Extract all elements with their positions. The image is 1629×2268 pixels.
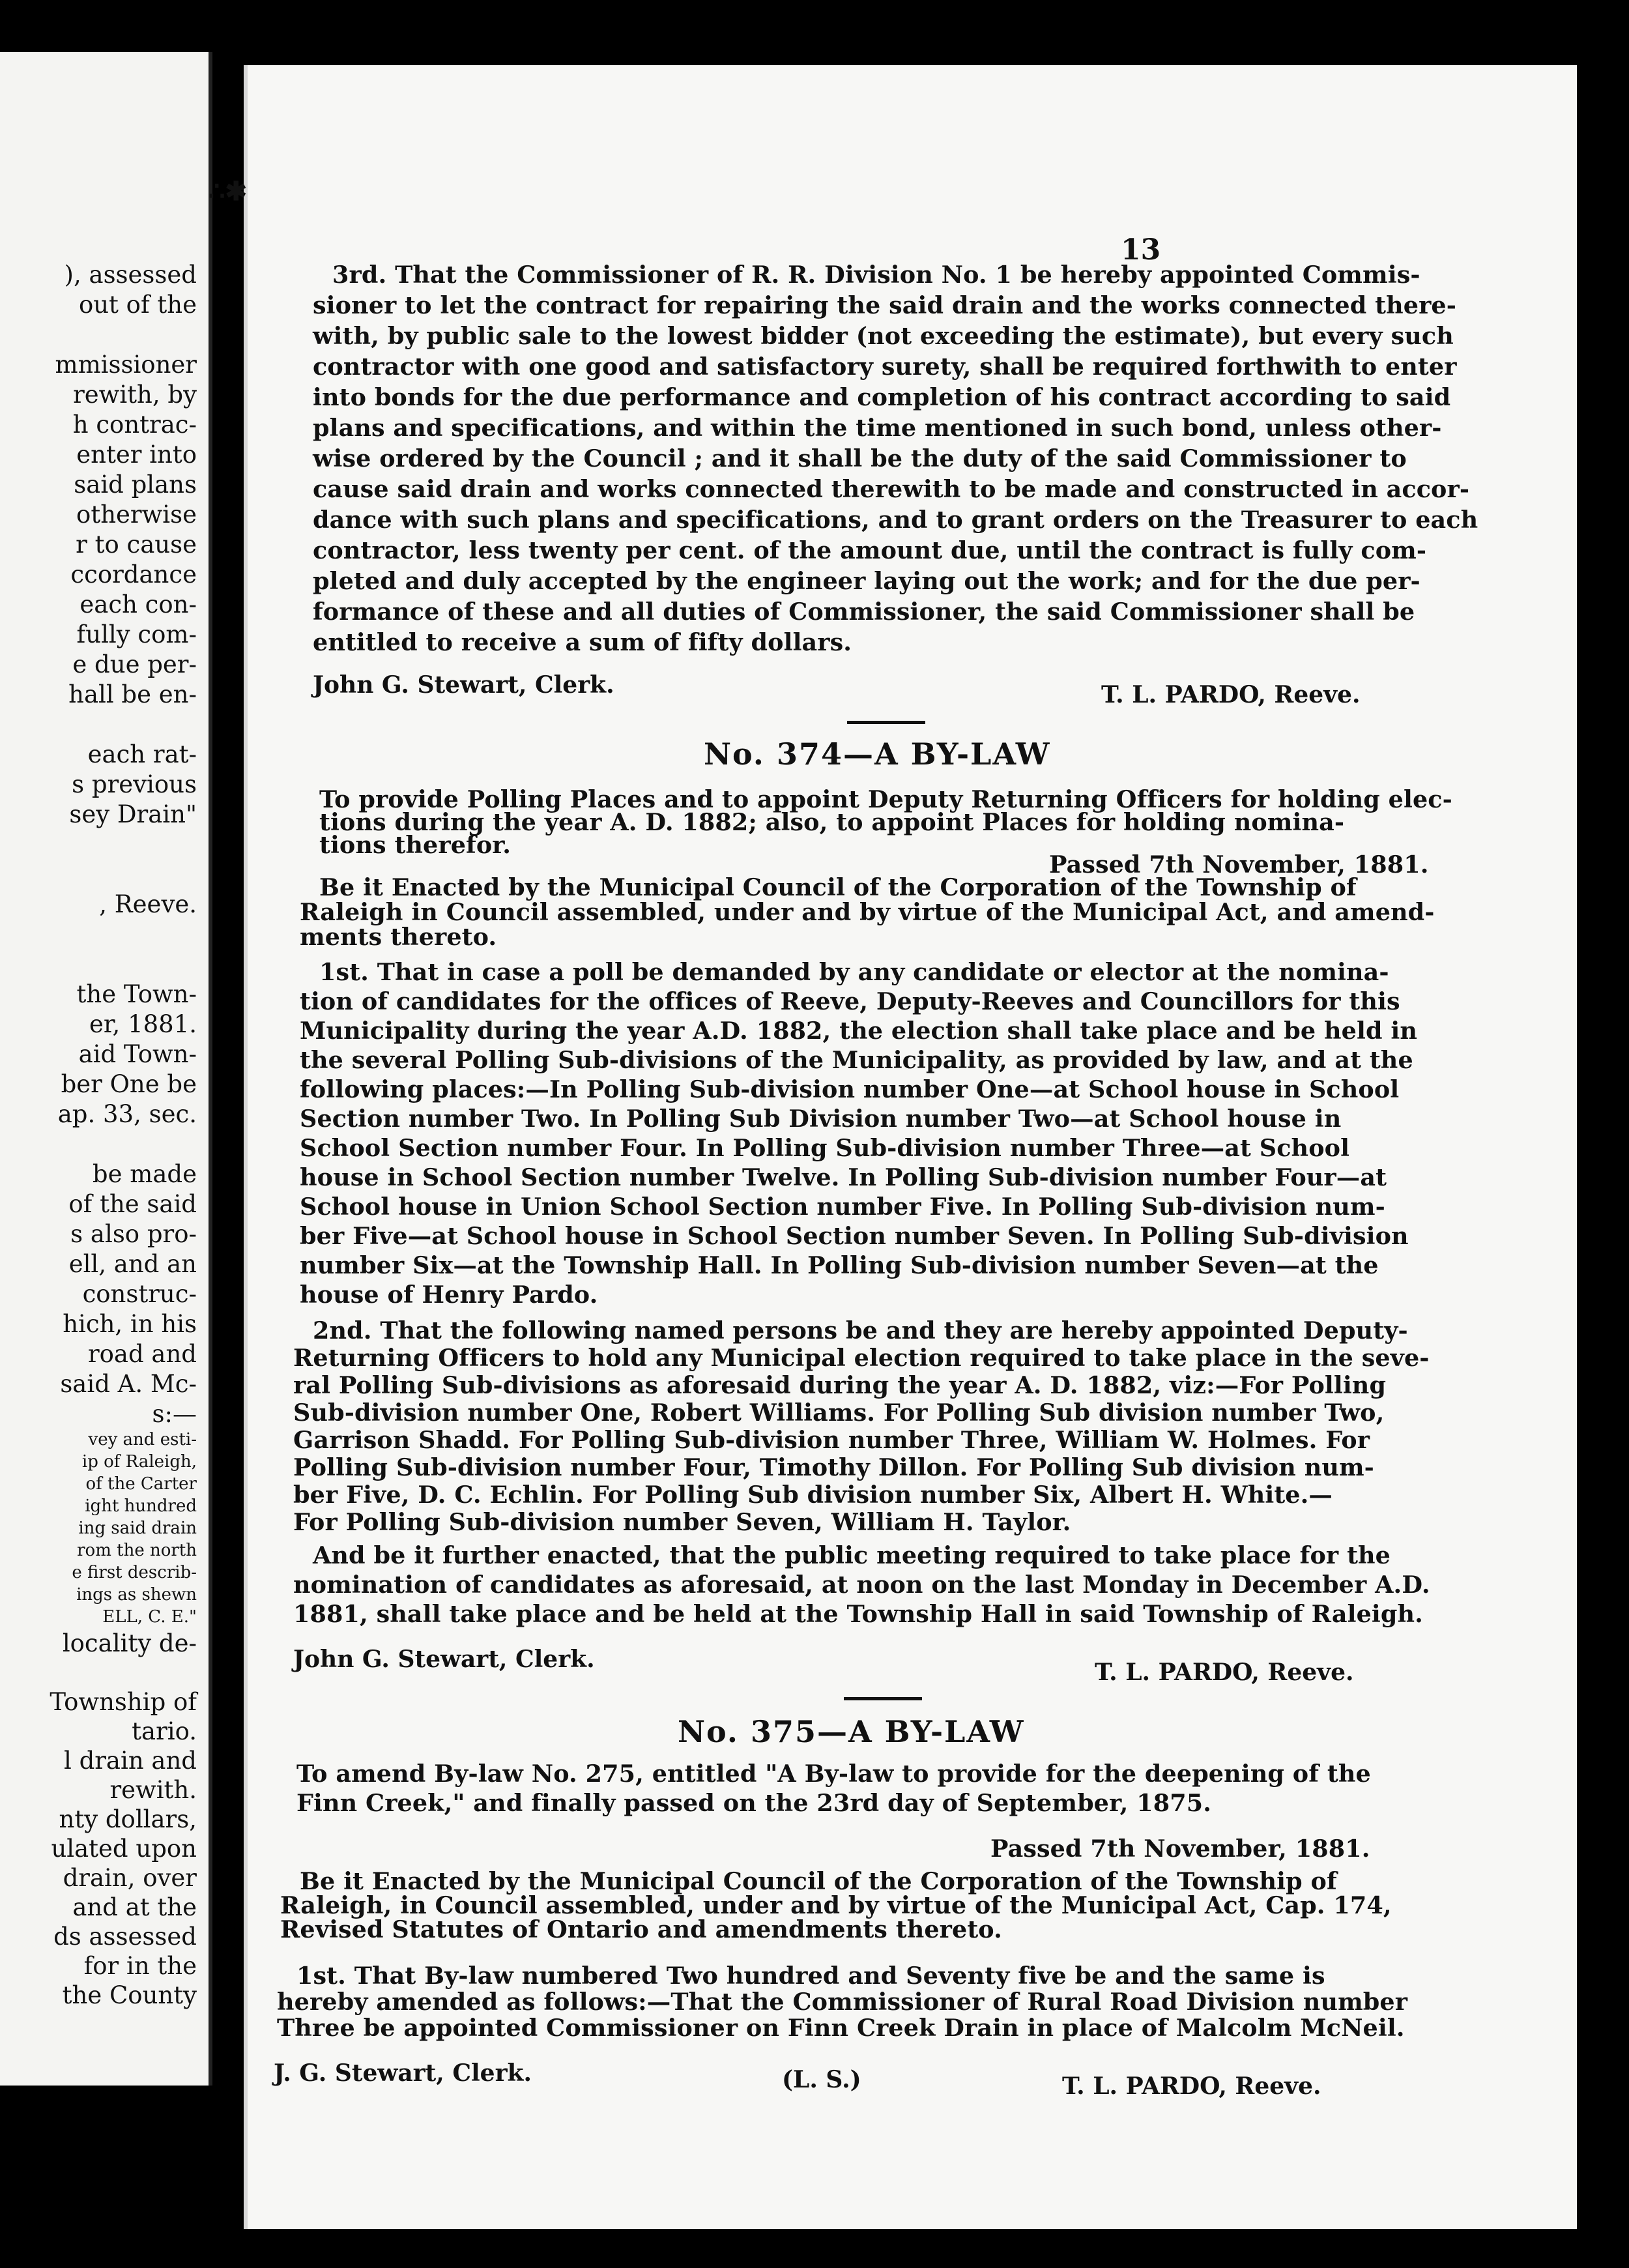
bylaw-374-first-line: house in School Section number Twelve. In Polling Sub-division number Four—at: [300, 1163, 1387, 1191]
bylaw-374-first-line: tion of candidates for the offices of Reeve, Deputy-Reeves and Councillors for this: [300, 987, 1400, 1015]
previous-page-line: drain, over: [63, 1864, 197, 1892]
previous-page-line: l drain and: [63, 1747, 197, 1775]
seal-mark: (L. S.): [782, 2066, 861, 2093]
bylaw-374-intro-line: tions therefor.: [319, 831, 512, 859]
bylaw-375-enacted-line: Revised Statutes of Ontario and amendments thereto.: [280, 1915, 1002, 1943]
section-3rd-line: entitled to receive a sum of fifty dollars.: [313, 628, 852, 656]
bylaw-374-heading: No. 374—A BY-LAW: [704, 736, 1051, 772]
page-number: 13: [1121, 233, 1161, 267]
previous-page-line: rewith, by: [73, 381, 197, 409]
bylaw-375-enacted-line: Raleigh, in Council assembled, under and by virtue of the Municipal Act, Cap. 174,: [280, 1891, 1392, 1919]
previous-page-line: each rat-: [87, 740, 197, 768]
previous-page-line: e first describ-: [72, 1563, 197, 1582]
section-3rd-line: with, by public sale to the lowest bidder (not exceeding the estimate), but every such: [313, 322, 1454, 350]
section-3rd-line: dance with such plans and specifications, and to grant orders on the Treasurer to each: [313, 506, 1478, 534]
bylaw-374-first-line: School Section number Four. In Polling Sub-division number Three—at School: [300, 1134, 1350, 1162]
previous-page-line: ings as shewn: [76, 1585, 197, 1605]
previous-page-line: ap. 33, sec.: [57, 1100, 197, 1128]
bylaw-375-first-line: Three be appointed Commissioner on Finn Creek Drain in place of Malcolm McNeil.: [277, 2014, 1405, 2042]
bylaw-374-first-line: School house in Union School Section number Five. In Polling Sub-division num-: [300, 1193, 1385, 1221]
document-page: [209, 65, 1577, 2229]
previous-page-line: ulated upon: [51, 1835, 197, 1863]
previous-page-line: mmissioner: [55, 351, 197, 379]
previous-page-line: hall be en-: [68, 680, 197, 708]
bylaw-374-enacted-line: Be it Enacted by the Municipal Council of the Corporation of the Township of: [319, 873, 1357, 901]
previous-page-line: ccordance: [70, 560, 197, 589]
bylaw-374-further-line: 1881, shall take place and be held at the Township Hall in said Township of Raleigh.: [293, 1600, 1423, 1628]
previous-page-line: be made: [92, 1160, 197, 1188]
previous-page-line: each con-: [79, 590, 197, 618]
section-3rd-line: 3rd. That the Commissioner of R. R. Division No. 1 be hereby appointed Commis-: [332, 261, 1420, 289]
previous-page-line: er, 1881.: [89, 1010, 197, 1038]
section-3rd-line: wise ordered by the Council ; and it shall be the duty of the said Commissioner to: [313, 444, 1407, 472]
section-3rd-line: plans and specifications, and within the time mentioned in such bond, unless other-: [313, 414, 1442, 442]
section-divider: [844, 1697, 922, 1700]
bylaw-375-first-line: hereby amended as follows:—That the Commissioner of Rural Road Division number: [277, 1988, 1408, 2016]
bylaw-375-first-line: 1st. That By-law numbered Two hundred and Seventy five be and the same is: [296, 1962, 1325, 1990]
bylaw-374-first-line: the several Polling Sub-divisions of the Municipality, as provided by law, and at the: [300, 1046, 1413, 1074]
bylaw-374-second-line: ral Polling Sub-divisions as aforesaid during the year A. D. 1882, viz:—For Polling: [293, 1371, 1387, 1399]
bylaw-374-enacted-line: Raleigh in Council assembled, under and by virtue of the Municipal Act, and amend-: [300, 898, 1435, 926]
previous-page-line: of the said: [68, 1190, 197, 1218]
previous-page-line: said plans: [74, 471, 197, 499]
previous-page-line: ip of Raleigh,: [81, 1452, 197, 1472]
bylaw-374-passed-date: Passed 7th November, 1881.: [1049, 850, 1429, 879]
reeve-signature-1: T. L. PARDO, Reeve.: [1101, 681, 1361, 708]
section-3rd-line: into bonds for the due performance and completion of his contract according to said: [313, 383, 1451, 411]
previous-page-line: tario.: [132, 1717, 197, 1745]
bylaw-374-second-line: Returning Officers to hold any Municipal election required to take place in the seve-: [293, 1344, 1430, 1372]
previous-page-line: enter into: [76, 441, 197, 469]
previous-page-fragment: [0, 52, 212, 2086]
previous-page-line: ing said drain: [78, 1519, 197, 1538]
bylaw-374-reeve-signature: T. L. PARDO, Reeve.: [1095, 1659, 1354, 1686]
bylaw-374-first-line: 1st. That in case a poll be demanded by any candidate or elector at the nomina-: [319, 958, 1389, 986]
bylaw-375-clerk-signature: J. G. Stewart, Clerk.: [274, 2059, 532, 2087]
previous-page-line: Township of: [50, 1688, 197, 1716]
bylaw-375-intro-line: Finn Creek," and finally passed on the 23rd day of September, 1875.: [296, 1789, 1212, 1817]
previous-page-line: locality de-: [62, 1629, 197, 1657]
previous-page-line: said A. Mc-: [60, 1370, 197, 1398]
previous-page-line: of the Carter: [85, 1474, 197, 1494]
bylaw-374-first-line: house of Henry Pardo.: [300, 1281, 598, 1309]
previous-page-line: for in the: [83, 1952, 197, 1980]
bylaw-375-heading: No. 375—A BY-LAW: [678, 1714, 1025, 1749]
bylaw-374-second-line: Polling Sub-division number Four, Timothy Dillon. For Polling Sub division num-: [293, 1453, 1374, 1481]
bylaw-374-further-line: nomination of candidates as aforesaid, at noon on the last Monday in December A.D.: [293, 1571, 1430, 1599]
previous-page-line: the Town-: [76, 980, 197, 1008]
bylaw-374-second-line: Sub-division number One, Robert Williams. For Polling Sub division number Two,: [293, 1399, 1385, 1427]
bylaw-374-second-line: ber Five, D. C. Echlin. For Polling Sub division number Six, Albert H. White.—: [293, 1481, 1333, 1509]
previous-page-line: s also pro-: [70, 1220, 197, 1248]
binding-ink-mark: ∴✱: [209, 176, 247, 207]
previous-page-line: aid Town-: [78, 1040, 197, 1068]
previous-page-line: ds assessed: [53, 1923, 197, 1951]
bylaw-374-clerk-signature: John G. Stewart, Clerk.: [293, 1646, 595, 1673]
bylaw-374-further-line: And be it further enacted, that the public meeting required to take place for the: [313, 1541, 1391, 1569]
previous-page-line: fully com-: [76, 620, 197, 648]
previous-page-line: vey and esti-: [88, 1430, 197, 1449]
section-3rd-line: pleted and duly accepted by the engineer laying out the work; and for the due per-: [313, 567, 1420, 595]
bylaw-374-first-line: Municipality during the year A.D. 1882, the election shall take place and be held in: [300, 1017, 1417, 1045]
previous-page-line: construc-: [82, 1280, 197, 1308]
bylaw-375-enacted-line: Be it Enacted by the Municipal Council of the Corporation of the Township of: [300, 1867, 1337, 1895]
section-3rd-line: formance of these and all duties of Commissioner, the said Commissioner shall be: [313, 598, 1415, 626]
previous-page-line: s:—: [152, 1400, 197, 1428]
previous-page-line: nty dollars,: [59, 1805, 197, 1833]
previous-page-line: ber One be: [61, 1070, 197, 1098]
bylaw-374-first-line: number Six—at the Township Hall. In Polling Sub-division number Seven—at the: [300, 1251, 1379, 1279]
previous-page-line: ight hundred: [85, 1496, 197, 1516]
bylaw-375-reeve-signature: T. L. PARDO, Reeve.: [1062, 2072, 1321, 2100]
bylaw-374-intro-line: tions during the year A. D. 1882; also, to appoint Places for holding nomina-: [319, 808, 1345, 836]
bylaw-374-first-line: following places:—In Polling Sub-division number One—at School house in School: [300, 1075, 1400, 1103]
previous-page-line: h contrac-: [72, 411, 197, 439]
previous-page-line: rom the north: [77, 1541, 197, 1560]
previous-page-line: out of the: [78, 291, 197, 319]
previous-page-line: sey Drain": [69, 800, 197, 828]
previous-page-line: and at the: [72, 1893, 197, 1921]
section-3rd-line: sioner to let the contract for repairing the said drain and the works connected there-: [313, 291, 1456, 319]
clerk-signature-1: John G. Stewart, Clerk.: [313, 671, 614, 699]
bylaw-374-second-line: For Polling Sub-division number Seven, William H. Taylor.: [293, 1508, 1071, 1536]
bylaw-374-second-line: Garrison Shadd. For Polling Sub-division number Three, William W. Holmes. For: [293, 1426, 1370, 1454]
previous-page-line: ELL, C. E.": [102, 1607, 197, 1627]
previous-page-line: rewith.: [109, 1776, 197, 1804]
previous-page-line: r to cause: [76, 531, 197, 559]
bylaw-374-first-line: ber Five—at School house in School Section number Seven. In Polling Sub-division: [300, 1222, 1409, 1250]
section-divider: [847, 721, 925, 724]
previous-page-line: ell, and an: [68, 1250, 197, 1278]
previous-page-line: hich, in his: [63, 1310, 197, 1338]
bylaw-374-first-line: Section number Two. In Polling Sub Division number Two—at School house in: [300, 1105, 1342, 1133]
previous-page-line: otherwise: [76, 501, 197, 529]
section-3rd-line: contractor with one good and satisfactory surety, shall be required forthwith to enter: [313, 353, 1457, 381]
previous-page-line: the County: [62, 1981, 197, 2009]
previous-page-line: s previous: [72, 770, 197, 798]
previous-page-line: road and: [87, 1340, 197, 1368]
section-3rd-line: cause said drain and works connected therewith to be made and constructed in accor-: [313, 475, 1470, 503]
bylaw-374-enacted-line: ments thereto.: [300, 923, 497, 951]
section-3rd-line: contractor, less twenty per cent. of the amount due, until the contract is fully com-: [313, 536, 1427, 564]
previous-page-line: ), assessed: [64, 261, 197, 289]
previous-page-line: , Reeve.: [99, 890, 197, 918]
previous-page-line: e due per-: [72, 650, 197, 678]
bylaw-375-passed-date: Passed 7th November, 1881.: [990, 1835, 1370, 1863]
bylaw-374-second-line: 2nd. That the following named persons be and they are hereby appointed Deputy-: [313, 1316, 1408, 1345]
bylaw-375-intro-line: To amend By-law No. 275, entitled "A By-law to provide for the deepening of the: [296, 1760, 1371, 1788]
bylaw-374-intro-line: To provide Polling Places and to appoint Deputy Returning Officers for holding elec-: [319, 785, 1452, 813]
